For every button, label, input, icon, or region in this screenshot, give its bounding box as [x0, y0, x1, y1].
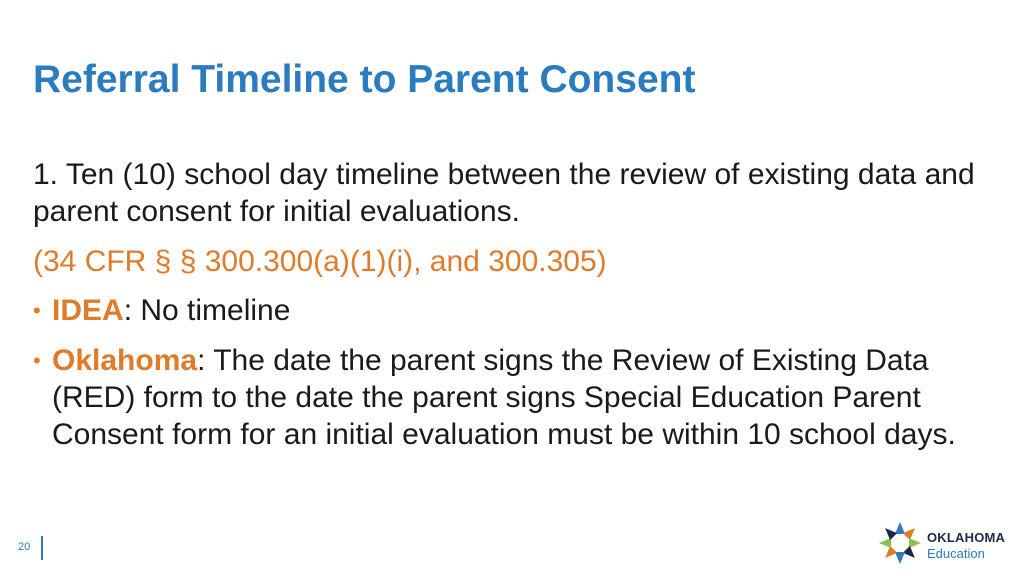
bullet-term: Oklahoma [52, 344, 198, 377]
logo-line-oklahoma: OKLAHOMA [927, 530, 1006, 545]
oklahoma-education-logo [877, 520, 1007, 568]
bullet-dot-icon: • [33, 348, 41, 373]
logo-line-education: Education [927, 546, 985, 561]
bullet-content [33, 292, 983, 329]
bullet-oklahoma [33, 342, 983, 453]
bullet-idea [33, 292, 983, 329]
bullet-dot-icon: • [33, 298, 41, 323]
bullet-text: : No timeline [123, 294, 291, 327]
bullet-content [33, 342, 983, 453]
page-number-divider [41, 536, 43, 560]
bullet-term: IDEA [52, 294, 124, 327]
citation-text: (34 CFR § § 300.300(a)(1)(i), and 300.305) [33, 245, 607, 278]
bullet-text: : The date the parent signs the Review of Existing Data (RED) form to the date the parent signs Special Education Parent Consent form for an initial evaluation must be within 10 school days. [52, 344, 956, 451]
slide-title: Referral Timeline to Parent Consent [33, 58, 696, 101]
timeline-paragraph: 1. Ten (10) school day timeline between the review of existing data and parent consent for initial evaluations. [33, 158, 975, 228]
logo-star-icon [877, 520, 923, 566]
page-number: 20 [18, 541, 31, 553]
